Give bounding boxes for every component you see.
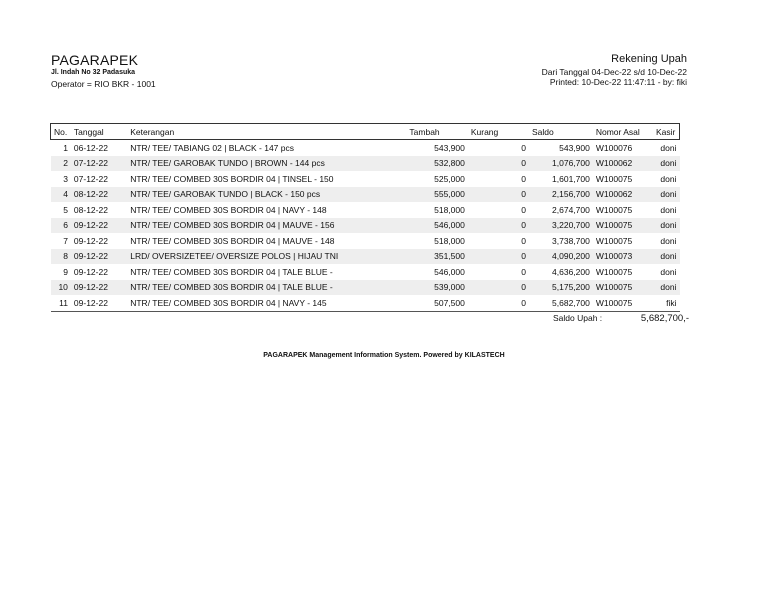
row-source-number: W100076 — [595, 142, 633, 153]
row-date: 09-12-22 — [71, 280, 127, 296]
row-debit: 0 — [468, 295, 529, 311]
row-source-number: W100075 — [595, 173, 633, 184]
row-credit: 539,000 — [406, 280, 467, 296]
row-credit: 351,500 — [406, 249, 467, 265]
row-credit: 532,800 — [406, 156, 467, 172]
row-balance: 5,682,700 — [529, 295, 593, 311]
row-description: NTR/ TEE/ COMBED 30S BORDIR 04 | MAUVE - 156 — [127, 218, 406, 234]
row-date: 09-12-22 — [71, 218, 127, 234]
company-name: PAGARAPEK — [51, 52, 139, 68]
row-number: 8 — [51, 249, 71, 265]
row-debit: 0 — [521, 235, 526, 246]
column-header-source-number: Nomor Asal — [593, 124, 653, 140]
row-cashier: doni — [653, 249, 680, 265]
row-debit: 0 — [468, 187, 529, 203]
report-title: Rekening Upah — [611, 53, 687, 65]
balance-label: Saldo Upah : — [553, 313, 603, 323]
row-source-number: W100075 — [595, 266, 633, 277]
table-header-row — [51, 124, 680, 140]
table-row — [51, 187, 680, 203]
row-date: 09-12-22 — [71, 249, 127, 265]
row-number: 11 — [51, 295, 71, 311]
row-debit: 0 — [521, 142, 526, 153]
row-source-number: W100062 — [593, 187, 653, 203]
row-balance: 3,220,700 — [529, 218, 593, 234]
row-credit: 546,000 — [434, 266, 465, 277]
row-debit: 0 — [521, 204, 526, 215]
row-source-number: W100075 — [593, 218, 653, 234]
column-header-date: Tanggal — [71, 124, 127, 140]
table-row — [51, 218, 680, 234]
row-debit: 0 — [521, 173, 526, 184]
row-credit: 518,000 — [434, 235, 465, 246]
column-header-balance: Saldo — [529, 124, 593, 140]
operator-info: Operator = RIO BKR - 1001 — [51, 79, 156, 89]
table-row — [51, 280, 680, 296]
row-description: NTR/ TEE/ COMBED 30S BORDIR 04 | NAVY - 145 — [127, 295, 406, 311]
row-number: 5 — [63, 204, 68, 215]
row-source-number: W100075 — [593, 280, 653, 296]
table-row — [51, 140, 680, 156]
row-source-number: W100075 — [595, 204, 633, 215]
row-debit: 0 — [468, 156, 529, 172]
row-balance: 1,601,700 — [552, 173, 590, 184]
row-description: NTR/ TEE/ GAROBAK TUNDO | BROWN - 144 pcs — [127, 156, 406, 172]
row-balance: 4,636,200 — [552, 266, 590, 277]
row-source-number: W100075 — [593, 295, 653, 311]
row-debit: 0 — [468, 249, 529, 265]
row-source-number: W100073 — [593, 249, 653, 265]
table-row — [51, 295, 680, 311]
row-description: NTR/ TEE/ GAROBAK TUNDO | BLACK - 150 pcs — [127, 187, 406, 203]
row-balance: 2,674,700 — [552, 204, 590, 215]
date-range: Dari Tanggal 04-Dec-22 s/d 10-Dec-22 — [541, 67, 687, 77]
row-description: NTR/ TEE/ COMBED 30S BORDIR 04 | NAVY - 148 — [130, 204, 327, 215]
row-cashier: doni — [660, 173, 677, 184]
row-description: LRD/ OVERSIZETEE/ OVERSIZE POLOS | HIJAU TNI — [127, 249, 406, 265]
row-balance: 543,900 — [559, 142, 590, 153]
row-cashier: doni — [660, 204, 677, 215]
column-header-no: No. — [51, 124, 71, 140]
row-date: 09-12-22 — [73, 266, 108, 277]
row-cashier: doni — [660, 266, 677, 277]
row-date: 07-12-22 — [73, 173, 108, 184]
printed-info: Printed: 10-Dec-22 11:47:11 - by: fiki — [549, 77, 687, 87]
table-row — [51, 264, 680, 280]
table-row — [51, 202, 680, 218]
row-number: 6 — [51, 218, 71, 234]
row-number: 1 — [63, 142, 68, 153]
row-balance: 4,090,200 — [529, 249, 593, 265]
row-description: NTR/ TEE/ COMBED 30S BORDIR 04 | MAUVE - 148 — [130, 235, 335, 246]
row-credit: 546,000 — [406, 218, 467, 234]
row-debit: 0 — [468, 280, 529, 296]
footer-text: PAGARAPEK Management Information System. Powered by KILASTECH — [263, 352, 505, 359]
row-number: 10 — [51, 280, 71, 296]
row-cashier: doni — [653, 187, 680, 203]
column-header-cashier: Kasir — [653, 124, 680, 140]
row-number: 7 — [63, 235, 68, 246]
wage-ledger-table — [50, 123, 680, 312]
table-body — [51, 140, 680, 312]
column-header-debit: Kurang — [468, 124, 529, 140]
row-cashier: fiki — [653, 295, 680, 311]
row-date: 08-12-22 — [73, 204, 108, 215]
table-row — [51, 233, 680, 249]
row-cashier: doni — [653, 218, 680, 234]
row-date: 08-12-22 — [71, 187, 127, 203]
row-cashier: doni — [660, 235, 677, 246]
table-row — [51, 171, 680, 187]
table-row — [51, 156, 680, 172]
row-credit: 525,000 — [434, 173, 465, 184]
row-debit: 0 — [468, 218, 529, 234]
row-cashier: doni — [653, 156, 680, 172]
column-header-credit: Tambah — [406, 124, 467, 140]
row-balance: 1,076,700 — [529, 156, 593, 172]
row-cashier: doni — [660, 142, 677, 153]
row-date: 06-12-22 — [73, 142, 108, 153]
balance-value: 5,682,700,- — [640, 313, 689, 324]
row-credit: 555,000 — [406, 187, 467, 203]
row-debit: 0 — [521, 266, 526, 277]
row-description: NTR/ TEE/ TABIANG 02 | BLACK - 147 pcs — [130, 142, 294, 153]
row-balance: 5,175,200 — [529, 280, 593, 296]
company-address: Jl. Indah No 32 Padasuka — [51, 69, 136, 76]
row-number: 3 — [63, 173, 68, 184]
row-credit: 518,000 — [434, 204, 465, 215]
row-date: 07-12-22 — [71, 156, 127, 172]
row-source-number: W100075 — [595, 235, 633, 246]
row-date: 09-12-22 — [73, 235, 108, 246]
row-description: NTR/ TEE/ COMBED 30S BORDIR 04 | TALE BLUE - — [127, 280, 406, 296]
row-balance: 2,156,700 — [529, 187, 593, 203]
table-row — [51, 249, 680, 265]
row-cashier: doni — [653, 280, 680, 296]
row-date: 09-12-22 — [71, 295, 127, 311]
row-source-number: W100062 — [593, 156, 653, 172]
row-number: 9 — [63, 266, 68, 277]
column-header-description: Keterangan — [127, 124, 406, 140]
row-number: 4 — [51, 187, 71, 203]
row-description: NTR/ TEE/ COMBED 30S BORDIR 04 | TALE BLUE - — [130, 266, 333, 277]
row-description: NTR/ TEE/ COMBED 30S BORDIR 04 | TINSEL - 150 — [130, 173, 334, 184]
row-number: 2 — [51, 156, 71, 172]
row-balance: 3,738,700 — [552, 235, 590, 246]
row-credit: 507,500 — [406, 295, 467, 311]
row-credit: 543,900 — [434, 142, 465, 153]
